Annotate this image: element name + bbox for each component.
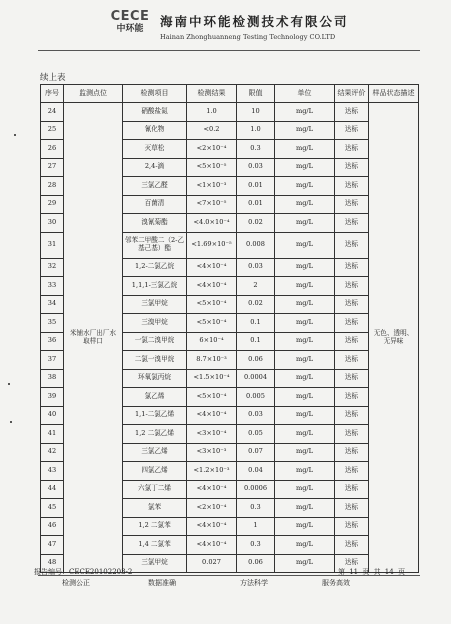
unit-cell: mg/L xyxy=(275,258,335,277)
row-number-cell: 48 xyxy=(41,554,64,573)
evaluation-cell: 达标 xyxy=(335,232,369,258)
unit-cell: mg/L xyxy=(275,554,335,573)
test-result-cell: <4×10⁻⁴ xyxy=(187,480,237,499)
limit-value-cell: 0.1 xyxy=(237,332,275,351)
results-table xyxy=(40,84,419,573)
continued-label: 续上表 xyxy=(40,73,66,83)
test-result-cell: <4×10⁻⁴ xyxy=(187,406,237,425)
test-item-cell: 邻苯二甲酸二（2-乙基己基）酯 xyxy=(123,232,187,258)
limit-value-cell: 0.3 xyxy=(237,536,275,555)
location-cell: 米铺水厂出厂水取样口 xyxy=(64,103,123,573)
test-result-cell: <1.2×10⁻³ xyxy=(187,462,237,481)
test-result-cell: <1×10⁻³ xyxy=(187,177,237,196)
unit-cell: mg/L xyxy=(275,499,335,518)
unit-cell: mg/L xyxy=(275,425,335,444)
row-number-cell: 36 xyxy=(41,332,64,351)
test-result-cell: 8.7×10⁻³ xyxy=(187,351,237,370)
test-result-cell: <2×10⁻⁴ xyxy=(187,140,237,159)
evaluation-cell: 达标 xyxy=(335,517,369,536)
table-row xyxy=(41,103,419,122)
row-number-cell: 26 xyxy=(41,140,64,159)
page-number: 第 11 页 共 14 页 xyxy=(338,568,405,576)
unit-cell: mg/L xyxy=(275,314,335,333)
evaluation-cell: 达标 xyxy=(335,177,369,196)
header-limit: 限值 xyxy=(237,85,275,103)
test-result-cell: 1.0 xyxy=(187,103,237,122)
test-result-cell: <5×10⁻⁵ xyxy=(187,158,237,177)
evaluation-cell: 达标 xyxy=(335,214,369,233)
test-item-cell: 六氯丁二烯 xyxy=(123,480,187,499)
row-number-cell: 29 xyxy=(41,195,64,214)
evaluation-cell: 达标 xyxy=(335,103,369,122)
row-number-cell: 38 xyxy=(41,369,64,388)
test-result-cell: <5×10⁻⁴ xyxy=(187,314,237,333)
unit-cell: mg/L xyxy=(275,369,335,388)
test-item-cell: 三氯甲烷 xyxy=(123,554,187,573)
test-result-cell: <4×10⁻⁴ xyxy=(187,277,237,296)
header-no: 序号 xyxy=(41,85,64,103)
evaluation-cell: 达标 xyxy=(335,480,369,499)
logo-text-latin: CECE xyxy=(110,9,150,24)
test-item-cell: 1,2 二氯乙烯 xyxy=(123,425,187,444)
header-result: 检测结果 xyxy=(187,85,237,103)
header-item: 检测项目 xyxy=(123,85,187,103)
limit-value-cell: 1.0 xyxy=(237,121,275,140)
evaluation-cell: 达标 xyxy=(335,406,369,425)
header-divider xyxy=(38,50,420,51)
limit-value-cell: 0.1 xyxy=(237,314,275,333)
header-eval: 结果评价 xyxy=(335,85,369,103)
test-result-cell: <0.2 xyxy=(187,121,237,140)
row-number-cell: 27 xyxy=(41,158,64,177)
unit-cell: mg/L xyxy=(275,103,335,122)
limit-value-cell: 10 xyxy=(237,103,275,122)
evaluation-cell: 达标 xyxy=(335,332,369,351)
limit-value-cell: 0.3 xyxy=(237,499,275,518)
unit-cell: mg/L xyxy=(275,158,335,177)
unit-cell: mg/L xyxy=(275,406,335,425)
unit-cell: mg/L xyxy=(275,295,335,314)
limit-value-cell: 0.03 xyxy=(237,258,275,277)
report-code: 报告编号：CECE20102203-2 xyxy=(34,568,133,576)
unit-cell: mg/L xyxy=(275,443,335,462)
unit-cell: mg/L xyxy=(275,480,335,499)
limit-value-cell: 0.03 xyxy=(237,406,275,425)
test-item-cell: 二氯一溴甲烷 xyxy=(123,351,187,370)
row-number-cell: 31 xyxy=(41,232,64,258)
evaluation-cell: 达标 xyxy=(335,140,369,159)
test-result-cell: <1.5×10⁻⁴ xyxy=(187,369,237,388)
logo-text-cn: 中环能 xyxy=(116,24,144,34)
test-result-cell: <3×10⁻⁴ xyxy=(187,425,237,444)
test-item-cell: 1,2-二氯乙烷 xyxy=(123,258,187,277)
header-sample-state: 样品状态描述 xyxy=(369,85,419,103)
unit-cell: mg/L xyxy=(275,517,335,536)
unit-cell: mg/L xyxy=(275,232,335,258)
row-number-cell: 42 xyxy=(41,443,64,462)
row-number-cell: 35 xyxy=(41,314,64,333)
test-result-cell: <1.69×10⁻⁵ xyxy=(187,232,237,258)
test-result-cell: <5×10⁻⁴ xyxy=(187,388,237,407)
test-result-cell: <4×10⁻⁴ xyxy=(187,536,237,555)
test-item-cell: 三氯乙醛 xyxy=(123,177,187,196)
limit-value-cell: 0.03 xyxy=(237,158,275,177)
test-item-cell: 四氯乙烯 xyxy=(123,462,187,481)
evaluation-cell: 达标 xyxy=(335,295,369,314)
header-location: 监测点位 xyxy=(64,85,123,103)
company-name-en: Hainan Zhonghuanneng Testing Technology CO.LTD xyxy=(160,33,336,41)
evaluation-cell: 达标 xyxy=(335,462,369,481)
test-item-cell: 溴氰菊酯 xyxy=(123,214,187,233)
unit-cell: mg/L xyxy=(275,195,335,214)
test-item-cell: 三溴甲烷 xyxy=(123,314,187,333)
test-item-cell: 灭草松 xyxy=(123,140,187,159)
test-item-cell: 氰化物 xyxy=(123,121,187,140)
unit-cell: mg/L xyxy=(275,536,335,555)
unit-cell: mg/L xyxy=(275,351,335,370)
unit-cell: mg/L xyxy=(275,332,335,351)
test-item-cell: 硝酸盐氮 xyxy=(123,103,187,122)
scan-speck xyxy=(10,421,12,423)
unit-cell: mg/L xyxy=(275,388,335,407)
test-item-cell: 三氯乙烯 xyxy=(123,443,187,462)
test-result-cell: <4×10⁻⁴ xyxy=(187,258,237,277)
test-item-cell: 氯苯 xyxy=(123,499,187,518)
evaluation-cell: 达标 xyxy=(335,554,369,573)
unit-cell: mg/L xyxy=(275,121,335,140)
unit-cell: mg/L xyxy=(275,214,335,233)
evaluation-cell: 达标 xyxy=(335,158,369,177)
scan-speck xyxy=(14,134,16,136)
table-header-row xyxy=(41,85,419,103)
limit-value-cell: 0.06 xyxy=(237,554,275,573)
evaluation-cell: 达标 xyxy=(335,314,369,333)
test-item-cell: 2,4-滴 xyxy=(123,158,187,177)
evaluation-cell: 达标 xyxy=(335,195,369,214)
test-item-cell: 1,1-二氯乙烯 xyxy=(123,406,187,425)
row-number-cell: 46 xyxy=(41,517,64,536)
evaluation-cell: 达标 xyxy=(335,369,369,388)
evaluation-cell: 达标 xyxy=(335,425,369,444)
row-number-cell: 33 xyxy=(41,277,64,296)
limit-value-cell: 0.008 xyxy=(237,232,275,258)
unit-cell: mg/L xyxy=(275,177,335,196)
limit-value-cell: 1 xyxy=(237,517,275,536)
row-number-cell: 40 xyxy=(41,406,64,425)
evaluation-cell: 达标 xyxy=(335,351,369,370)
slogan-3: 方法科学 xyxy=(240,579,268,587)
company-name-cn: 海南中环能检测技术有限公司 xyxy=(160,14,349,29)
limit-value-cell: 0.01 xyxy=(237,195,275,214)
row-number-cell: 43 xyxy=(41,462,64,481)
limit-value-cell: 0.04 xyxy=(237,462,275,481)
row-number-cell: 45 xyxy=(41,499,64,518)
table-body xyxy=(41,103,419,573)
row-number-cell: 44 xyxy=(41,480,64,499)
evaluation-cell: 达标 xyxy=(335,258,369,277)
limit-value-cell: 0.0006 xyxy=(237,480,275,499)
row-number-cell: 37 xyxy=(41,351,64,370)
company-logo xyxy=(104,10,156,34)
slogan-1: 检测公正 xyxy=(62,579,90,587)
footer-divider xyxy=(38,575,420,576)
limit-value-cell: 0.0004 xyxy=(237,369,275,388)
test-result-cell: <7×10⁻⁵ xyxy=(187,195,237,214)
evaluation-cell: 达标 xyxy=(335,388,369,407)
limit-value-cell: 0.01 xyxy=(237,177,275,196)
test-result-cell: <4×10⁻⁴ xyxy=(187,517,237,536)
unit-cell: mg/L xyxy=(275,462,335,481)
evaluation-cell: 达标 xyxy=(335,443,369,462)
test-item-cell: 三氯甲烷 xyxy=(123,295,187,314)
test-result-cell: <4.0×10⁻⁴ xyxy=(187,214,237,233)
limit-value-cell: 0.3 xyxy=(237,140,275,159)
evaluation-cell: 达标 xyxy=(335,499,369,518)
test-result-cell: <3×10⁻³ xyxy=(187,443,237,462)
row-number-cell: 34 xyxy=(41,295,64,314)
header-unit: 单位 xyxy=(275,85,335,103)
limit-value-cell: 0.07 xyxy=(237,443,275,462)
test-item-cell: 1,1,1-三氯乙烷 xyxy=(123,277,187,296)
unit-cell: mg/L xyxy=(275,277,335,296)
evaluation-cell: 达标 xyxy=(335,536,369,555)
sample-state-cell: 无色、透明、无异味 xyxy=(369,103,419,573)
limit-value-cell: 0.005 xyxy=(237,388,275,407)
evaluation-cell: 达标 xyxy=(335,277,369,296)
limit-value-cell: 0.05 xyxy=(237,425,275,444)
row-number-cell: 24 xyxy=(41,103,64,122)
test-item-cell: 1,2 二氯苯 xyxy=(123,517,187,536)
row-number-cell: 28 xyxy=(41,177,64,196)
row-number-cell: 32 xyxy=(41,258,64,277)
slogan-2: 数据准确 xyxy=(148,579,176,587)
row-number-cell: 39 xyxy=(41,388,64,407)
row-number-cell: 30 xyxy=(41,214,64,233)
test-result-cell: <5×10⁻⁴ xyxy=(187,295,237,314)
test-item-cell: 百菌清 xyxy=(123,195,187,214)
limit-value-cell: 2 xyxy=(237,277,275,296)
test-result-cell: <2×10⁻⁴ xyxy=(187,499,237,518)
test-result-cell: 0.027 xyxy=(187,554,237,573)
row-number-cell: 25 xyxy=(41,121,64,140)
scan-speck xyxy=(8,383,10,385)
evaluation-cell: 达标 xyxy=(335,121,369,140)
limit-value-cell: 0.06 xyxy=(237,351,275,370)
row-number-cell: 47 xyxy=(41,536,64,555)
test-item-cell: 环氧氯丙烷 xyxy=(123,369,187,388)
limit-value-cell: 0.02 xyxy=(237,295,275,314)
unit-cell: mg/L xyxy=(275,140,335,159)
test-item-cell: 一氯二溴甲烷 xyxy=(123,332,187,351)
test-item-cell: 氯乙烯 xyxy=(123,388,187,407)
slogan-4: 服务高效 xyxy=(322,579,350,587)
limit-value-cell: 0.02 xyxy=(237,214,275,233)
test-result-cell: 6×10⁻⁴ xyxy=(187,332,237,351)
row-number-cell: 41 xyxy=(41,425,64,444)
test-item-cell: 1,4 二氯苯 xyxy=(123,536,187,555)
